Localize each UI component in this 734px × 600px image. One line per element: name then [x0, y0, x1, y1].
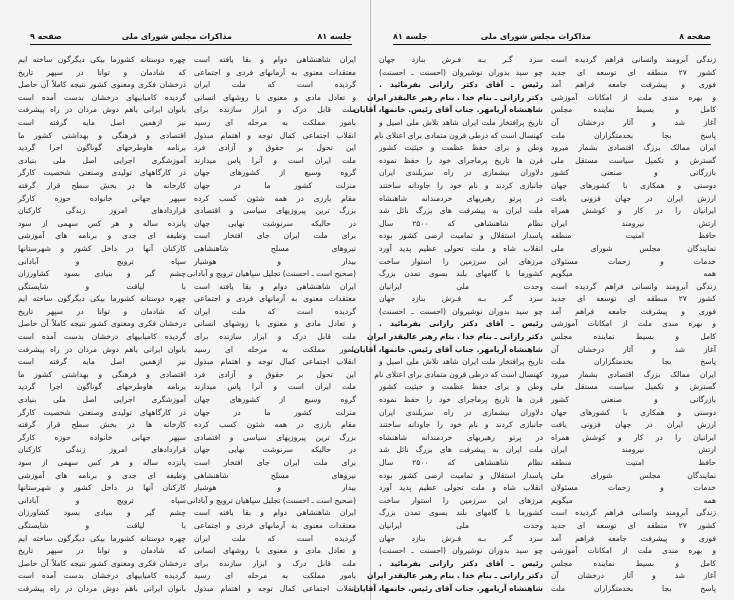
text-line: چو سید بدوران نوشیروان (احسنت ـ احسنت)	[379, 306, 543, 316]
text-line: وحدت ملی ایرانیان	[379, 520, 543, 530]
text-line: ملت قابل درک و ابزار سازنده برای	[194, 558, 356, 568]
text-line: کشورما با گامهای بلند بسوی تمدن بزرگ	[379, 508, 543, 518]
text-line: گردیده است که ملت ایران	[194, 80, 356, 90]
text-line: مرزهای این سرزمین را استوار ساخت	[379, 256, 543, 266]
text-line: ارزش ایران در جهان فزونی یافت	[551, 420, 716, 430]
header-title: مذاکرات مجلس شورای ملی	[121, 32, 232, 41]
text-line: وحدت ملی ایرانیان	[379, 281, 543, 291]
text-line: کهنسال است که درطی قرون متمادی برای اعتلای نام	[374, 130, 543, 140]
text-line: نیز ازهمین اصل مایه گرفته است	[18, 117, 186, 127]
text-line: دوستی و همکاری با کشورهای جهان	[551, 180, 716, 190]
text-line: پانزده ساله و هر کس سهمی از سود	[18, 218, 186, 228]
text-line: در پرتو رهبریهای خردمندانه شاهنشاه	[379, 432, 543, 442]
text-line: دوستی و همکاری با کشورهای جهان	[551, 407, 716, 417]
text-line: ارزش ایران در جهان فزونی یافت	[551, 193, 716, 203]
text-line: ملت ایران است و آنرا پاس میدارند	[194, 155, 356, 165]
text-line: (صحیح است ـ احسنت) تجلیل سپاهیان ترویج و آبادانی	[186, 269, 356, 279]
text-line: بانوان ایرانی باهم دوش مردان در راه پیشرفت	[18, 344, 186, 354]
text-line: برنامه هاوطرحهای گوناگون اجرا گردید	[18, 382, 186, 392]
text-line: انقلاب اجتماعی کمال توجه و اهتمام مبذول	[194, 583, 356, 593]
text-line: چشم گیر و بنیادی بسود کشاورزان	[18, 508, 186, 518]
text-line: شاهنشاه آریامهر. جناب آقای رئیس. خانمها، آقایان.	[350, 105, 543, 115]
text-line: گروه وسیع از کشورهای جهان	[194, 395, 356, 405]
text-line: دلاوران بیشماری در راه سربلندی ایران	[379, 168, 543, 178]
text-line: کامل و بسیط نماینده مجلس	[551, 105, 716, 115]
text-line: بامور مملکت به مرحله ای رسید	[194, 571, 356, 581]
text-line: سپاه ترویج و آبادانی	[18, 256, 186, 266]
text-line: ارتش نیرومند ایران	[551, 218, 716, 228]
text-line: کشور ۲۷ منطقه ای توسعه ای جدید	[551, 67, 716, 77]
text-line: بانوان ایرانی باهم دوش مردان در راه پیشرفت	[18, 105, 186, 115]
text-line: ملت قابل درک و ابزار سازنده برای	[194, 105, 356, 115]
text-line: نیروهای مسلح شاهنشاهی	[194, 243, 356, 253]
text-line: انقلاب اجتماعی کمال توجه و اهتمام مبذول	[194, 357, 356, 367]
text-column	[18, 54, 186, 594]
text-line: ایران شاهنشاهی دوام و بقا یافته است	[194, 281, 356, 291]
text-line: این تحول بر حقوق و آزادی فرد	[194, 369, 356, 379]
text-line: آغاز شد و آثار درخشان آن	[551, 571, 716, 581]
text-line: زندگی آبرومند وانسانی فراهم گردیده است	[551, 55, 716, 64]
text-line: گسترش و تکمیل سیاست مستقل ملی	[551, 382, 716, 392]
text-column	[350, 54, 543, 594]
text-line: (صحیح است ـ احسنت) تجلیل سپاهیان ترویج و آبادانی	[186, 495, 356, 505]
text-line: سزد گـر بـه فـرش بنازد جهان	[379, 533, 543, 543]
text-line: تاریخ پرافتخار ملت ایران شاهد تلاش ملی اصیل و	[379, 357, 543, 367]
text-line: ملت ایران به پیشرفت های بزرگ نائل شد	[379, 206, 543, 216]
text-line: ارتش نیرومند ایران	[551, 445, 716, 455]
text-line: سپهر جهانی خانواده حوزه کارگر	[18, 432, 186, 442]
left-page	[0, 0, 366, 600]
text-line: کارخانه ها در بخش سطح قرار گرفته	[18, 420, 186, 430]
text-line: سپهر جهانی خانواده حوزه کارگر	[18, 193, 186, 203]
text-line: نیز ازهمین اصل مایه گرفته است	[18, 357, 186, 367]
text-line: فوری و پیشرفت جامعه فراهم آمد	[551, 306, 716, 316]
text-line: تاریخ پرافتخار ملت ایران شاهد تلاش ملی اصیل و	[379, 117, 543, 127]
text-line: حافظ امنیت منطقه	[551, 458, 716, 467]
text-line: قرن ها تاریخ پرماجرای خود را حفظ نموده	[379, 395, 543, 405]
text-line: درخشان فکری ومعنوی کشور نتیجه کاملاً آن حاصل	[18, 319, 186, 329]
text-line: برنامه هاوطرحهای گوناگون اجرا گردید	[18, 143, 186, 153]
text-line: دلاوران بیشماری در راه سربلندی ایران	[379, 407, 543, 417]
text-line: چهره دوستانه کشورما بیکی دیگرگون ساخته ایم	[18, 533, 186, 543]
text-line: ملت ایران است و آنرا پاس میدارند	[194, 382, 356, 392]
text-line: همه میگویم	[551, 269, 716, 279]
text-line: مقام بارزی در همه شئون کسب کرده	[194, 420, 356, 430]
text-line: خدمات و زحمات مسئولان	[551, 483, 716, 493]
text-line: منزلت کشور ما در جهان	[194, 180, 356, 190]
text-line: در پرتو رهبریهای خردمندانه شاهنشاه	[379, 193, 543, 203]
page-number: صفحه ۸	[679, 32, 711, 41]
text-line: نمایندگان مجلس شورای ملی	[551, 243, 716, 253]
text-line: نظام شاهنشاهی که ۲۵۰۰ سال	[379, 458, 543, 467]
text-line: این تحول بر حقوق و آزادی فرد	[194, 143, 356, 153]
page-header	[30, 30, 352, 45]
text-line: پانزده ساله و هر کس سهمی از سود	[18, 458, 186, 467]
text-line: جانبازی کردند و نام خود را جاودانه ساختند	[379, 180, 543, 190]
text-line: شاهنشاه آریامهر. جناب آقای رئیس. خانمها، آقایان.	[350, 583, 543, 593]
text-line: نیروهای مسلح شاهنشاهی	[194, 470, 356, 480]
text-line: حافظ امنیت منطقه	[551, 231, 716, 241]
text-line: گردیده کامیابیهای درخشان بدست آمده است	[18, 332, 186, 342]
text-line: ایرانیان را در کار و کوشش همراه	[551, 432, 716, 442]
text-line: کارکنان آنها در داخل کشور و شهرستانها	[18, 243, 186, 253]
text-line: دکتر رازانی ـ بنام خدا . بنام رهبر عالیقدر ایران	[366, 92, 543, 102]
text-line: برای ملت ایران جای افتخار است	[194, 458, 356, 467]
text-line: مقام بارزی در همه شئون کسب کرده	[194, 193, 356, 203]
text-line: معتقدات معنوی به آرمانهای فردی و اجتماعی	[194, 294, 356, 304]
text-line: زندگی آبرومند وانسانی فراهم گردیده است	[551, 281, 716, 291]
text-line: درخشان فکری ومعنوی کشور نتیجه کاملاً آن حاصل	[18, 558, 186, 568]
text-line: و بهره مندی ملت از امکانات آموزشی	[551, 92, 716, 102]
text-line: پاسدار استقلال و تمامیت ارضی کشور بوده	[379, 231, 543, 241]
text-line: مرزهای این سرزمین را استوار ساخت	[379, 495, 543, 505]
text-line: دکتر رازانی ـ بنام خدا . بنام رهبر عالیقدر ایران	[366, 571, 543, 581]
text-line: پاسخ بجا بخدمتگزاران ملت	[551, 130, 716, 140]
text-line: در کارگاههای تولیدی وصنعتی شخصیت کارگر	[18, 168, 186, 178]
text-line: قراردادهای امروز زندگی کارکنان	[18, 206, 186, 216]
text-line: اقتصادی و فرهنگی و بهداشتی کشور ما	[18, 369, 186, 379]
text-line: و تعادل مادی و معنوی با روشهای انسانی	[194, 319, 356, 329]
text-line: گردیده است که ملت ایران	[194, 306, 356, 316]
text-line: انقلاب شاه و ملت تحولی عظیم پدید آورد	[379, 483, 543, 493]
text-line: سزد گـر بـه فـرش بنازد جهان	[379, 55, 543, 64]
text-line: که شادمان و توانا در سپهر تاریخ	[18, 67, 186, 77]
text-line: منزلت کشور ما در جهان	[194, 407, 356, 417]
session-number: جلسه ۸۱	[317, 32, 352, 41]
text-line: فوری و پیشرفت جامعه فراهم آمد	[551, 80, 716, 90]
text-line: ملت قابل درک و ابزار سازنده برای	[194, 332, 356, 342]
text-line: رئیس ـ آقای دکتر رازانی بفرمائید .	[379, 558, 543, 568]
text-line: شاهنشاه آریامهر. جناب آقای رئیس. خانمها، آقایان.	[350, 344, 543, 354]
text-line: معتقدات معنوی به آرمانهای فردی و اجتماعی	[194, 67, 356, 77]
text-line: بامور مملکت به مرحله ای رسید	[194, 117, 356, 127]
text-line: آغاز شد و آثار درخشان آن	[551, 344, 716, 354]
text-line: آغاز شد و آثار درخشان آن	[551, 117, 716, 127]
text-line: خدمات و زحمات مسئولان	[551, 256, 716, 266]
text-line: کشور ۲۷ منطقه ای توسعه ای جدید	[551, 520, 716, 530]
text-line: معتقدات معنوی به آرمانهای فردی و اجتماعی	[194, 520, 356, 530]
text-line: بیدار و هوشیار	[194, 256, 356, 266]
text-line: بازرگانی و صنعتی کشور	[551, 395, 716, 405]
text-line: چهره دوستانه کشورما بیکی دیگرگون ساخته ایم	[18, 294, 186, 304]
text-line: کشورما با گامهای بلند بسوی تمدن بزرگ	[379, 269, 543, 279]
text-line: بزرگ ترین پیروزیهای سیاسی و اقتصادی	[194, 432, 356, 442]
text-line: گردیده کامیابیهای درخشان بدست آمده است	[18, 92, 186, 102]
text-line: پاسدار استقلال و تمامیت ارضی کشور بوده	[379, 470, 543, 480]
text-line: کامل و بسیط نماینده مجلس	[551, 332, 716, 342]
text-line: بزرگ ترین پیروزیهای سیاسی و اقتصادی	[194, 206, 356, 216]
text-line: رئیس ـ آقای دکتر رازانی بفرمائید .	[379, 319, 543, 329]
text-line: زندگی آبرومند وانسانی فراهم گردیده است	[551, 508, 716, 518]
text-line: وظیفه ای جدی و برنامه های آموزشی	[18, 470, 186, 480]
text-line: گسترش و تکمیل سیاست مستقل ملی	[551, 155, 716, 165]
text-line: آموزشگری اجرایی اصل ملی بنیادی	[18, 395, 186, 405]
text-line: آموزشگری اجرایی اصل ملی بنیادی	[18, 155, 186, 165]
text-line: بازرگانی و صنعتی کشور	[551, 168, 716, 178]
text-line: کامل و بسیط نماینده مجلس	[551, 558, 716, 568]
text-line: که شادمان و توانا در سپهر تاریخ	[18, 306, 186, 316]
text-line: قرن ها تاریخ پرماجرای خود را حفظ نموده	[379, 155, 543, 165]
text-line: در کارگاههای تولیدی وصنعتی شخصیت کارگر	[18, 407, 186, 417]
text-line: سپاه ترویج و آبادانی	[18, 495, 186, 505]
header-title: مذاکرات مجلس شورای ملی	[480, 32, 591, 41]
text-line: گروه وسیع از کشورهای جهان	[194, 168, 356, 178]
text-line: قراردادهای امروز زندگی کارکنان	[18, 445, 186, 455]
session-number: جلسه ۸۱	[393, 32, 428, 41]
text-line: انقلاب شاه و ملت تحولی عظیم پدید آورد	[379, 243, 543, 253]
text-line: ایران ممالک بزرگ اقتصادی بشمار میرود	[551, 369, 716, 379]
page-number: صفحه ۹	[30, 32, 62, 41]
text-line: پاسخ بجا بخدمتگزاران ملت	[551, 357, 716, 367]
text-line: بانوان ایرانی باهم دوش مردان در راه پیشرفت	[18, 583, 186, 593]
text-line: که شادمان و توانا در سپهر تاریخ	[18, 546, 186, 556]
text-line: سزد گـر بـه فـرش بنازد جهان	[379, 294, 543, 304]
text-line: ایران شاهنشاهی دوام و بقا یافته است	[194, 508, 356, 518]
text-line: کارخانه ها در بخش سطح قرار گرفته	[18, 180, 186, 190]
text-line: چو سید بدوران نوشیروان (احسنت ـ احسنت)	[379, 546, 543, 556]
text-line: ایران شاهنشاهی دوام و بقا یافته است	[194, 55, 356, 64]
text-line: کهنسال است که درطی قرون متمادی برای اعتلای نام	[374, 369, 543, 379]
text-line: و تعادل مادی و معنوی با روشهای انسانی	[194, 92, 356, 102]
text-line: ایران ممالک بزرگ اقتصادی بشمار میرود	[551, 143, 716, 153]
text-line: چشم گیر و بنیادی بسود کشاورزان	[18, 269, 186, 279]
text-line: و بهره مندی ملت از امکانات آموزشی	[551, 319, 716, 329]
text-line: گردیده است که ملت ایران	[194, 533, 356, 543]
text-line: کارکنان آنها در داخل کشور و شهرستانها	[18, 483, 186, 493]
text-line: بیدار و هوشیار	[194, 483, 356, 493]
text-line: ملت ایران به پیشرفت های بزرگ نائل شد	[379, 445, 543, 455]
text-line: چو سید بدوران نوشیروان (احسنت ـ احسنت)	[379, 67, 543, 77]
text-line: همه میگویم	[551, 495, 716, 505]
text-line: وطن و برای حفظ عظمت و حیثیت کشور	[379, 143, 543, 153]
text-line: چهره دوستانه کشورما بیکی دیگرگون ساخته ایم	[18, 55, 186, 64]
text-line: جانبازی کردند و نام خود را جاودانه ساختند	[379, 420, 543, 430]
text-line: در حالیکه سرنوشت نهایی جهان	[194, 218, 356, 228]
text-line: بامور مملکت به مرحله ای رسید	[194, 344, 356, 354]
text-line: وظیفه ای جدی و برنامه های آموزشی	[18, 231, 186, 241]
text-line: فوری و پیشرفت جامعه فراهم آمد	[551, 533, 716, 543]
text-line: انقلاب اجتماعی کمال توجه و اهتمام مبذول	[194, 130, 356, 140]
text-line: در حالیکه سرنوشت نهایی جهان	[194, 445, 356, 455]
text-line: پاسخ بجا بخدمتگزاران ملت	[551, 583, 716, 593]
text-line: وطن و برای حفظ عظمت و حیثیت کشور	[379, 382, 543, 392]
page-header	[393, 30, 711, 45]
text-line: کشور ۲۷ منطقه ای توسعه ای جدید	[551, 294, 716, 304]
text-line: نظام شاهنشاهی که ۲۵۰۰ سال	[379, 218, 543, 228]
text-line: گردیده کامیابیهای درخشان بدست آمده است	[18, 571, 186, 581]
text-line: ایرانیان را در کار و کوشش همراه	[551, 206, 716, 216]
text-line: و تعادل مادی و معنوی با روشهای انسانی	[194, 546, 356, 556]
text-line: درخشان فکری ومعنوی کشور نتیجه کاملاً آن حاصل	[18, 80, 186, 90]
text-column	[186, 54, 356, 594]
text-line: با لیاقت و شایستگی	[18, 520, 186, 530]
text-line: با لیاقت و شایستگی	[18, 281, 186, 291]
text-line: رئیس ـ آقای دکتر رازانی بفرمائید .	[379, 80, 543, 90]
text-line: اقتصادی و فرهنگی و بهداشتی کشور ما	[18, 130, 186, 140]
right-page	[350, 0, 734, 600]
text-line: دکتر رازانی ـ بنام خدا . بنام رهبر عالیقدر ایران	[366, 332, 543, 342]
text-line: و بهره مندی ملت از امکانات آموزشی	[551, 546, 716, 556]
text-column	[551, 54, 716, 594]
text-line: برای ملت ایران جای افتخار است	[194, 231, 356, 241]
text-line: نمایندگان مجلس شورای ملی	[551, 470, 716, 480]
